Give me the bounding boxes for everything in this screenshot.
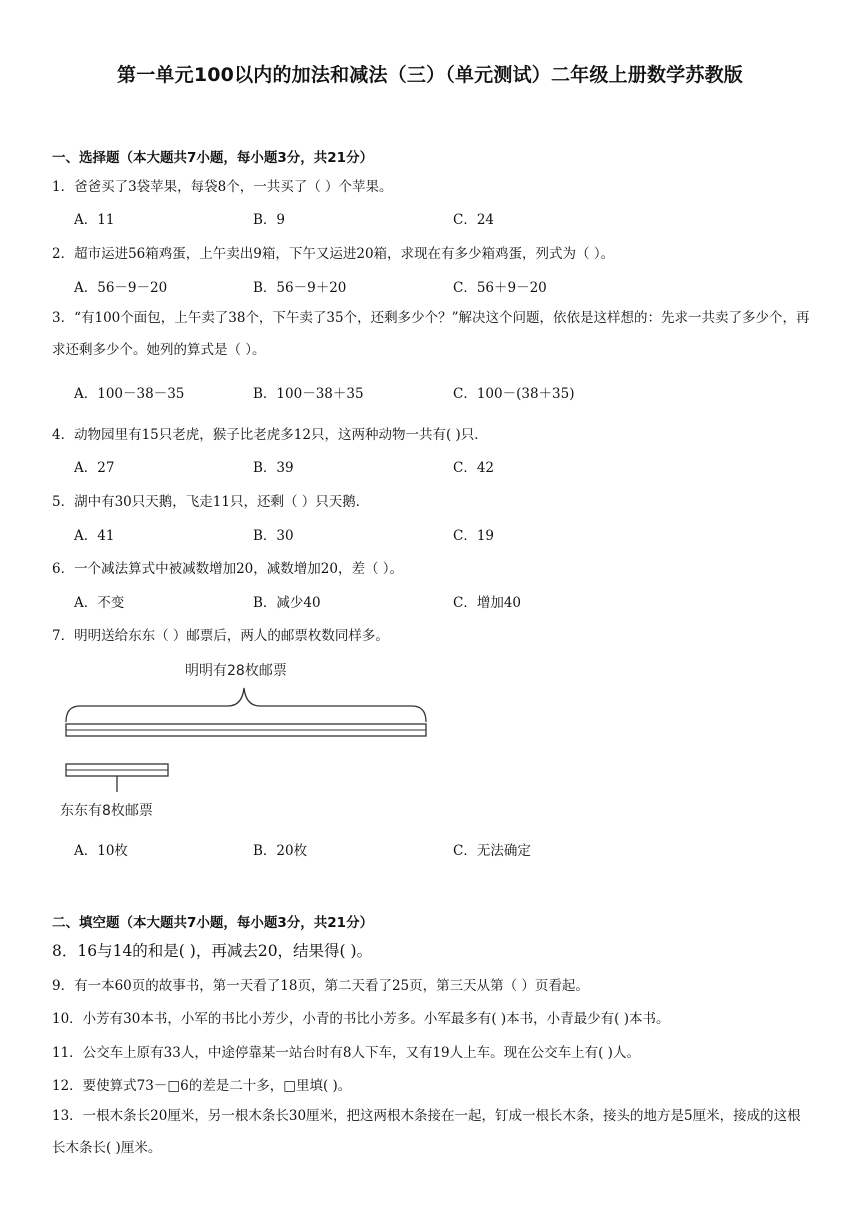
question-12: 12．要使算式73－□6的差是二十多，□里填( )。 bbox=[52, 1078, 352, 1094]
brace-top bbox=[66, 688, 426, 722]
q5-option-a: A．41 bbox=[74, 528, 115, 544]
q6-option-b: B．减少40 bbox=[253, 595, 321, 611]
q7-option-b: B．20枚 bbox=[253, 843, 308, 859]
question-2: 2．超市运进56箱鸡蛋，上午卖出9箱，下午又运进20箱，求现在有多少箱鸡蛋，列式为（ ）。 bbox=[52, 246, 615, 262]
question-3: 3．“有100个面包，上午卖了38个，下午卖了35个，还剩多少个？”解决这个问题，依依是这样想的：先求一共卖了多少个，再求还剩多少个。她列的算式是（ ）。 bbox=[52, 310, 810, 358]
question-9: 9．有一本60页的故事书，第一天看了18页，第二天看了25页，第三天从第（ ）页看起。 bbox=[52, 978, 589, 994]
question-13: 13．一根木条长20厘米，另一根木条长30厘米，把这两根木条接在一起，钉成一根长木条，接头的地方是5厘米，接成的这根长木条长( )厘米。 bbox=[52, 1108, 801, 1156]
dongdong-label: 东东有8枚邮票 bbox=[60, 803, 153, 819]
q6-option-a: A．不变 bbox=[74, 595, 125, 611]
q5-option-b: B．30 bbox=[253, 528, 294, 544]
question-11: 11．公交车上原有33人，中途停靠某一站台时有8人下车，又有19人上车。现在公交车上有( )人。 bbox=[52, 1045, 640, 1061]
q4-option-c: C．42 bbox=[453, 460, 495, 476]
q4-option-b: B．39 bbox=[253, 460, 294, 476]
q1-option-c: C．24 bbox=[453, 212, 495, 228]
q1-option-b: B．9 bbox=[253, 212, 286, 228]
q4-option-a: A．27 bbox=[74, 460, 115, 476]
q3-option-a: A．100－38－35 bbox=[74, 386, 185, 402]
question-6: 6．一个减法算式中被减数增加20，减数增加20，差（ ）。 bbox=[52, 561, 403, 577]
mingming-label: 明明有28枚邮票 bbox=[185, 663, 287, 679]
q6-option-c: C．增加40 bbox=[453, 595, 522, 611]
q2-option-c: C．56＋9－20 bbox=[453, 280, 547, 296]
q2-option-a: A．56－9－20 bbox=[74, 280, 168, 296]
section-heading-fill: 二、填空题（本大题共7小题，每小题3分，共21分） bbox=[52, 915, 374, 931]
question-8: 8．16与14的和是( )，再减去20，结果得( )。 bbox=[52, 942, 373, 960]
q1-option-a: A．11 bbox=[74, 212, 115, 228]
q2-option-b: B．56－9＋20 bbox=[253, 280, 347, 296]
document-title: 第一单元100以内的加法和减法（三）（单元测试）二年级上册数学苏教版 bbox=[117, 64, 743, 86]
stamp-diagram bbox=[60, 650, 440, 830]
question-1: 1．爸爸买了3袋苹果，每袋8个，一共买了（ ）个苹果。 bbox=[52, 179, 393, 195]
question-4: 4．动物园里有15只老虎，猴子比老虎多12只，这两种动物一共有( )只． bbox=[52, 427, 488, 443]
question-7: 7．明明送给东东（ ）邮票后，两人的邮票枚数同样多。 bbox=[52, 628, 389, 644]
q3-option-b: B．100－38＋35 bbox=[253, 386, 364, 402]
q3-option-c: C．100－(38＋35) bbox=[453, 386, 575, 402]
q7-option-c: C．无法确定 bbox=[453, 843, 531, 859]
section-heading-choice: 一、选择题（本大题共7小题，每小题3分，共21分） bbox=[52, 150, 374, 166]
question-5: 5．湖中有30只天鹅，飞走11只，还剩（ ）只天鹅． bbox=[52, 494, 370, 510]
q7-option-a: A．10枚 bbox=[74, 843, 128, 859]
q5-option-c: C．19 bbox=[453, 528, 495, 544]
question-10: 10．小芳有30本书，小军的书比小芳少，小青的书比小芳多。小军最多有( )本书，小青最少有( )本书。 bbox=[52, 1011, 670, 1027]
